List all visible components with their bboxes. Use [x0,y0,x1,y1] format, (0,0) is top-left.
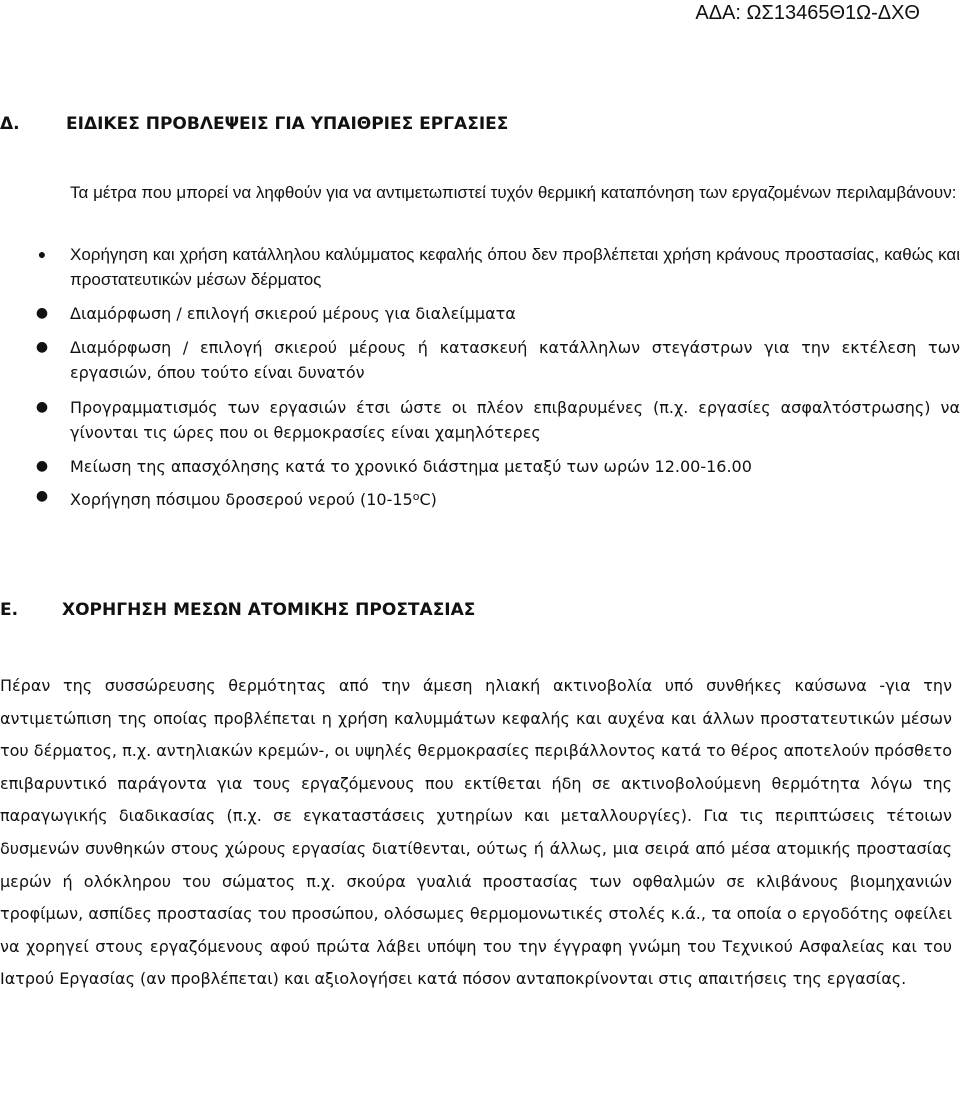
section-e-heading [0,600,475,620]
ada-code: ΑΔΑ: ΩΣ13465Θ1Ω-ΔΧΘ [695,2,920,24]
water-text: Χορήγηση πόσιμου δροσερού νερού (10-15 [70,490,413,509]
section-d-letter: Δ. [0,114,20,134]
section-e-title: ΧΟΡΗΓΗΣΗ ΜΕΣΩΝ ΑΤΟΜΙΚΗΣ ΠΡΟΣΤΑΣΙΑΣ [62,600,476,620]
bullet-icon: ● [35,305,49,321]
section-e-letter: Ε. [0,600,19,620]
list-item-text: Προγραμματισμός των εργασιών έτσι ώστε οι πλέον επιβαρυμένες (π.χ. εργασίες ασφαλτόστρωσης) να γίνονται τις ώρες που οι θερμοκρασίες είναι χαμηλότερες [70,398,960,442]
list-item-text: Διαμόρφωση / επιλογή σκιερού μέρους για διαλείμματα [70,304,516,323]
bullet-icon: ● [37,246,47,262]
list-item-text: Χορήγηση και χρήση κατάλληλου καλύμματος κεφαλής όπου δεν προβλέπεται χρήση κράνους προστασίας, καθώς και προστατευτικών μέσων δέρματος [70,245,960,289]
list-item-text [70,490,437,509]
section-d-heading [0,114,508,134]
list-item [0,242,960,292]
measures-list [0,242,960,512]
list-item [0,484,960,512]
section-d-intro: Τα μέτρα που μπορεί να ληφθούν για να αντιμετωπιστεί τυχόν θερμική καταπόνηση των εργαζομένων περιλαμβάνουν: [70,183,957,202]
section-d-title: ΕΙΔΙΚΕΣ ΠΡΟΒΛΕΨΕΙΣ ΓΙΑ ΥΠΑΙΘΡΙΕΣ ΕΡΓΑΣΙΕΣ [66,114,509,134]
list-item [0,454,960,479]
degree-sign: o [412,490,420,503]
section-e-paragraph: Πέραν της συσσώρευσης θερμότητας από την άμεση ηλιακή ακτινοβολία υπό συνθήκες καύσωνα -για την αντιμετώπιση της οποίας προβλέπεται η χρήση καλυμμάτων κεφαλής και αυχένα και άλλων προστατευτικών μέσων του δέρματος, π.χ. αντηλιακών κρεμών-, οι υψηλές θερμοκρασίες περιβάλλοντος κατά το θέρος αποτελούν πρόσθετο επιβαρυντικό παράγοντα για τους εργαζόμενους που εκτίθεται ήδη σε ακτινοβολούμενη θερμότητα λόγω της παραγωγικής διαδικασίας (π.χ. σε εγκαταστάσεις χυτηρίων και μεταλλουργίες). Για τις περιπτώσεις τέτοιων δυσμενών συνθηκών στους χώρους εργασίας διατίθενται, ούτως ή άλλως, μια σειρά από μέσα ατομικής προστασίας μερών ή ολόκληρου του σώματος π.χ. σκούρα γυαλιά προστασίας των οφθαλμών σε κλιβάνους βιομηχανιών τροφίμων, ασπίδες προστασίας του προσώπου, ολόσωμες θερμομονωτικές στολές κ.ά., τα οποία ο εργοδότης οφείλει να χορηγεί στους εργαζόμενους αφού πρώτα λάβει υπόψη του την έγγραφη γνώμη του Τεχνικού Ασφαλείας και του Ιατρού Εργασίας (αν προβλέπεται) και αξιολογήσει κατά πόσον ανταποκρίνονται στις απαιτήσεις της εργασίας. [0,676,952,989]
list-item-text: Μείωση της απασχόλησης κατά το χρονικό διάστημα μεταξύ των ωρών 12.00-16.00 [70,457,752,476]
list-item [0,335,960,385]
list-item [0,301,960,326]
list-item [0,395,960,445]
bullet-icon: ● [35,488,49,504]
bullet-icon: ● [35,399,49,415]
bullet-icon: ● [35,339,49,355]
water-unit: C) [419,490,437,509]
bullet-icon: ● [35,458,49,474]
list-item-text: Διαμόρφωση / επιλογή σκιερού μέρους ή κατασκευή κατάλληλων στεγάστρων για την εκτέλεση των εργασιών, όπου τούτο είναι δυνατόν [70,338,960,382]
